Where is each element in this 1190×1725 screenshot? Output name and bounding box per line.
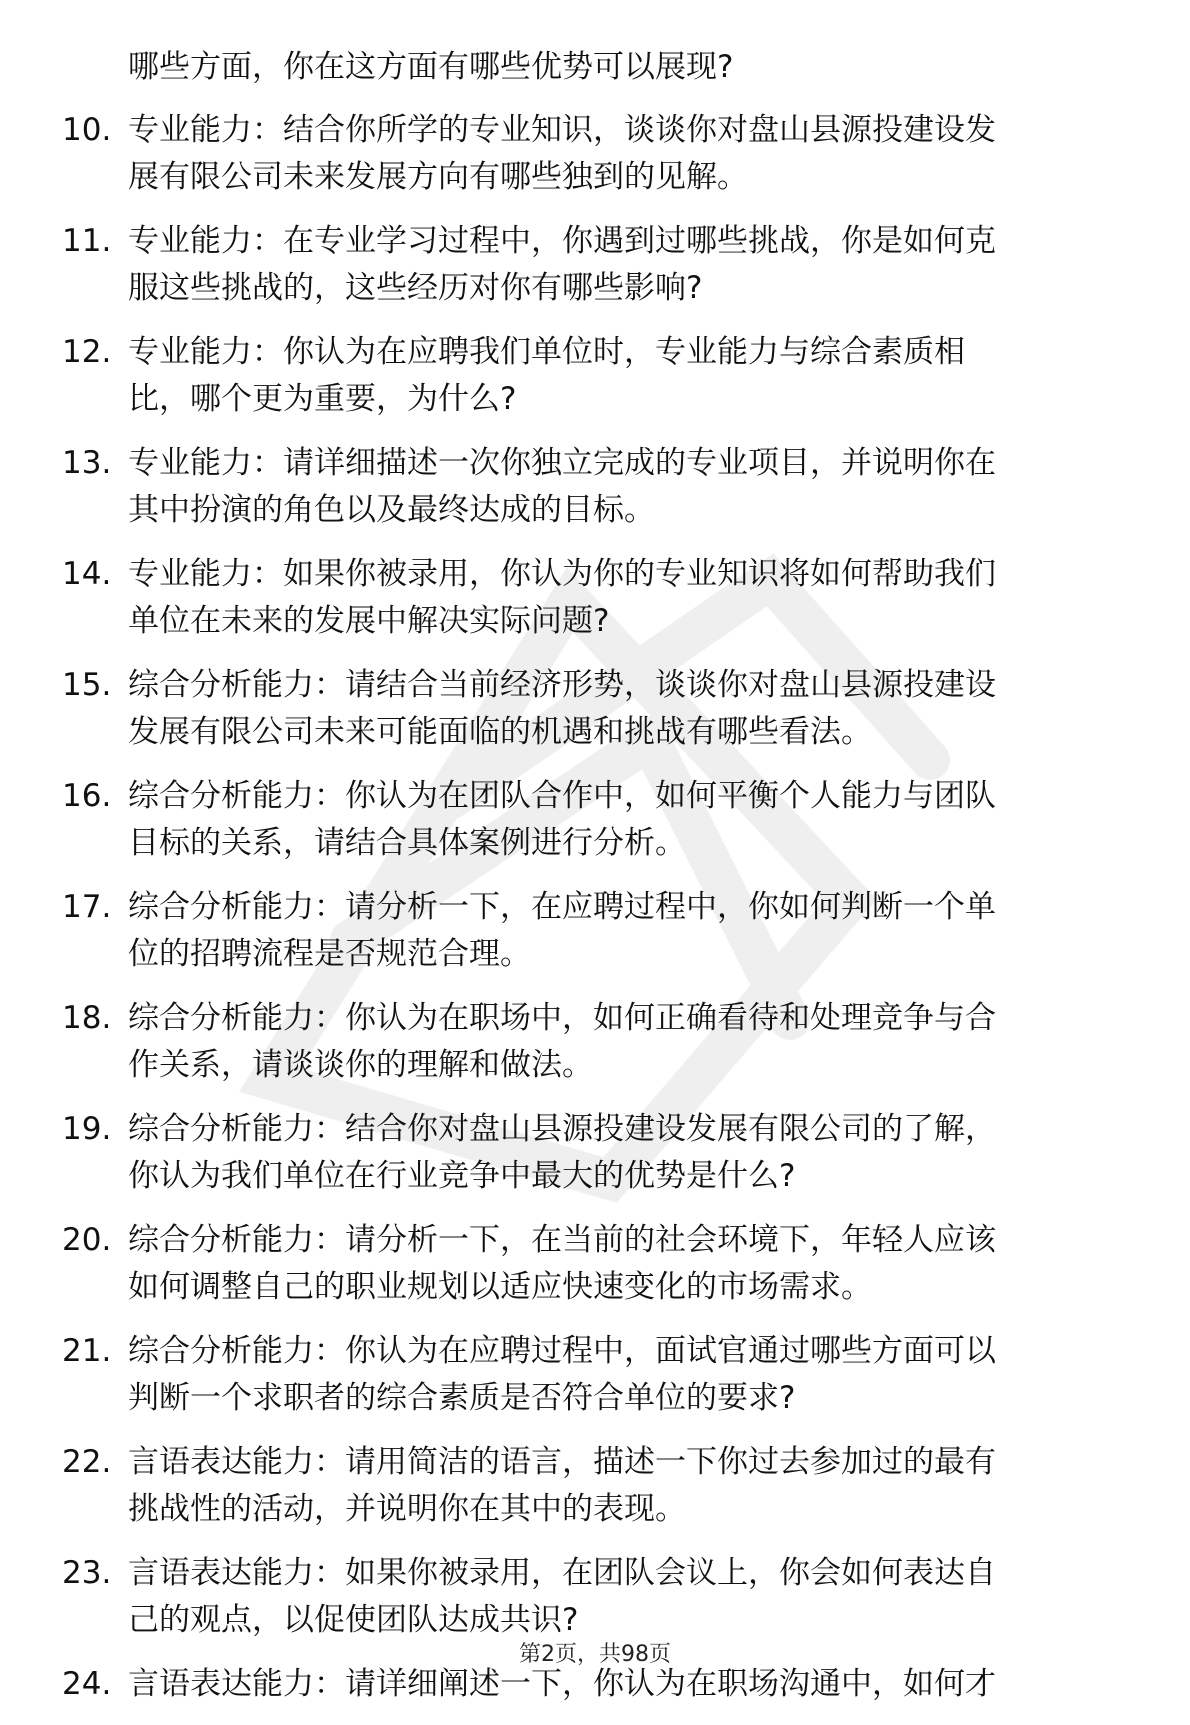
question-text (128, 329, 1132, 423)
question-text-line: 言语表达能力：如果你被录用，在团队会议上，你会如何表达自 (128, 1555, 996, 1591)
question-text-line: 言语表达能力：请用简洁的语言，描述一下你过去参加过的最有 (128, 1444, 996, 1480)
question-number: 12. (62, 334, 112, 370)
question-text (128, 662, 1132, 756)
question-number: 22. (62, 1444, 112, 1480)
question-text (128, 440, 1132, 534)
question-number: 13. (62, 445, 112, 481)
question-item (62, 1661, 1132, 1708)
question-text-line: 专业能力：请详细描述一次你独立完成的专业项目，并说明你在 (128, 445, 996, 481)
page-footer: 第2页，共98页 (519, 1642, 671, 1667)
question-item (62, 551, 1132, 645)
question-item (62, 218, 1132, 312)
question-text (128, 995, 1132, 1089)
question-item (62, 107, 1132, 201)
question-text-line: 己的观点，以促使团队达成共识? (128, 1602, 579, 1638)
question-text-line: 其中扮演的角色以及最终达成的目标。 (128, 492, 655, 528)
question-text-line: 你认为我们单位在行业竞争中最大的优势是什么? (128, 1158, 796, 1194)
question-text (128, 1439, 1132, 1533)
question-text-line: 综合分析能力：结合你对盘山县源投建设发展有限公司的了解， (128, 1111, 996, 1147)
question-number: 20. (62, 1222, 112, 1258)
question-text (128, 551, 1132, 645)
question-text (128, 1328, 1132, 1422)
question-text-line: 如何调整自己的职业规划以适应快速变化的市场需求。 (128, 1269, 872, 1305)
question-item (62, 1328, 1132, 1422)
question-text-line: 单位在未来的发展中解决实际问题? (128, 603, 610, 639)
question-text-line: 综合分析能力：你认为在团队合作中，如何平衡个人能力与团队 (128, 778, 996, 814)
question-item (62, 884, 1132, 978)
question-text (128, 1661, 1132, 1708)
question-text (128, 1217, 1132, 1311)
question-text-line: 位的招聘流程是否规范合理。 (128, 936, 531, 972)
question-text-line: 作关系，请谈谈你的理解和做法。 (128, 1047, 593, 1083)
question-text (128, 1550, 1132, 1644)
question-item (62, 1439, 1132, 1533)
questions-container (62, 107, 1132, 1708)
question-text-line: 专业能力：在专业学习过程中，你遇到过哪些挑战，你是如何克 (128, 223, 996, 259)
question-number: 10. (62, 112, 112, 148)
question-text-line: 综合分析能力：你认为在应聘过程中，面试官通过哪些方面可以 (128, 1333, 996, 1369)
question-number: 17. (62, 889, 112, 925)
question-text (128, 773, 1132, 867)
question-number: 23. (62, 1555, 112, 1591)
question-text (128, 218, 1132, 312)
question-number: 14. (62, 556, 112, 592)
question-number: 15. (62, 667, 112, 703)
question-text (128, 107, 1132, 201)
question-item (62, 662, 1132, 756)
question-text-line: 判断一个求职者的综合素质是否符合单位的要求? (128, 1380, 796, 1416)
question-list (62, 44, 1132, 1725)
question-item (62, 1106, 1132, 1200)
question-text-line: 比，哪个更为重要，为什么? (128, 381, 517, 417)
question-text-line: 综合分析能力：请分析一下，在当前的社会环境下，年轻人应该 (128, 1222, 996, 1258)
question-text (128, 1106, 1132, 1200)
question-text-line: 服这些挑战的，这些经历对你有哪些影响? (128, 270, 703, 306)
question-number: 18. (62, 1000, 112, 1036)
question-text-line: 专业能力：如果你被录用，你认为你的专业知识将如何帮助我们 (128, 556, 996, 592)
question-text-line: 挑战性的活动，并说明你在其中的表现。 (128, 1491, 686, 1527)
question-item (62, 1217, 1132, 1311)
question-text-line: 综合分析能力：请分析一下，在应聘过程中，你如何判断一个单 (128, 889, 996, 925)
question-number: 16. (62, 778, 112, 814)
question-number: 11. (62, 223, 112, 259)
question-text-line: 专业能力：结合你所学的专业知识，谈谈你对盘山县源投建设发 (128, 112, 996, 148)
question-item (62, 995, 1132, 1089)
question-text-line: 展有限公司未来发展方向有哪些独到的见解。 (128, 159, 748, 195)
question-item (62, 1550, 1132, 1644)
question-text-line: 综合分析能力：你认为在职场中，如何正确看待和处理竞争与合 (128, 1000, 996, 1036)
question-item (62, 329, 1132, 423)
question-text-line: 综合分析能力：请结合当前经济形势，谈谈你对盘山县源投建设 (128, 667, 996, 703)
question-item (62, 773, 1132, 867)
question-number: 21. (62, 1333, 112, 1369)
question-text-line: 专业能力：你认为在应聘我们单位时，专业能力与综合素质相 (128, 334, 965, 370)
question-text-line: 目标的关系，请结合具体案例进行分析。 (128, 825, 686, 861)
question-number: 24. (62, 1666, 112, 1702)
question-text-line: 发展有限公司未来可能面临的机遇和挑战有哪些看法。 (128, 714, 872, 750)
question-text (128, 884, 1132, 978)
question-number: 19. (62, 1111, 112, 1147)
intro-continuation-line: 哪些方面，你在这方面有哪些优势可以展现? (128, 49, 734, 85)
question-item (62, 440, 1132, 534)
question-text-line: 言语表达能力：请详细阐述一下，你认为在职场沟通中，如何才 (128, 1666, 996, 1702)
